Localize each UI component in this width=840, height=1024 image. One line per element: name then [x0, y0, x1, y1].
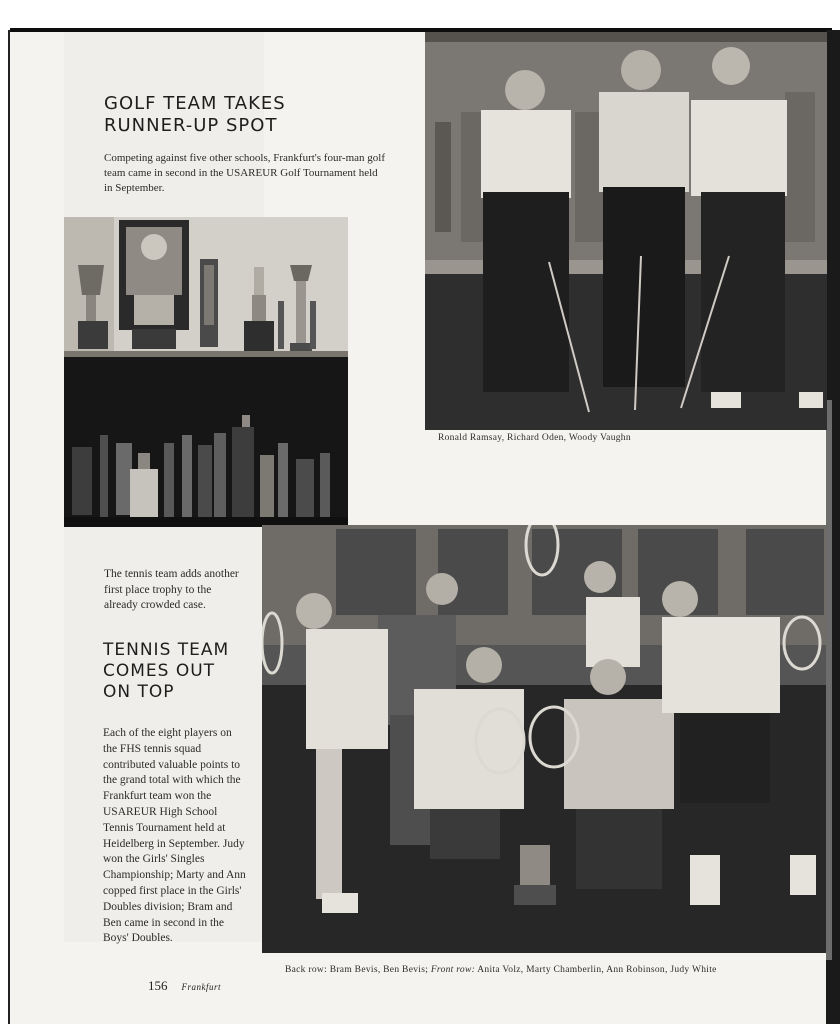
tennis-body-text: Each of the eight players on the FHS tennis squad contributed valuable points to the grand total with which the Frankfurt team won the USAREUR High School Tennis Tournament held at Heidelberg in September. Judy won the Girls' Singles Championship; Marty and Ann copped first place in the Girls' Doubles division; Bram and Ben came in second in the Boys' Doubles. — [103, 727, 246, 945]
page-number: 156 — [148, 978, 168, 993]
tennis-team-photo — [262, 525, 826, 953]
caption-back-row-label: Back row: — [285, 965, 328, 975]
trophy-case-photo — [64, 217, 348, 527]
tennis-photo-caption — [285, 965, 717, 975]
golf-team-image — [425, 32, 827, 430]
golf-heading: GOLF TEAM TAKES RUNNER-UP SPOT — [104, 93, 286, 136]
left-border — [8, 30, 10, 1024]
golf-body-text: Competing against five other schools, Frankfurt's four-man golf team came in second in the USAREUR Golf Tournament held in September. — [104, 152, 385, 194]
caption-front-row-names: Anita Volz, Marty Chamberlin, Ann Robinson, Judy White — [477, 965, 717, 975]
tennis-heading: TENNIS TEAM COMES OUT ON TOP — [103, 640, 230, 702]
section-name: Frankfurt — [181, 982, 221, 992]
trophy-caption: The tennis team adds another first place trophy to the already crowded case. — [104, 568, 239, 611]
top-margin — [0, 0, 840, 30]
caption-back-row-names: Bram Bevis, Ben Bevis; — [329, 965, 429, 975]
caption-front-row-label: Front row: — [430, 965, 476, 975]
tennis-team-image — [262, 525, 826, 953]
golf-photo-caption: Ronald Ramsay, Richard Oden, Woody Vaughn — [438, 433, 631, 443]
golf-team-photo — [425, 32, 827, 430]
trophy-case-image — [64, 217, 348, 527]
page-footer — [148, 977, 221, 995]
scan-edge-highlight — [826, 400, 832, 960]
